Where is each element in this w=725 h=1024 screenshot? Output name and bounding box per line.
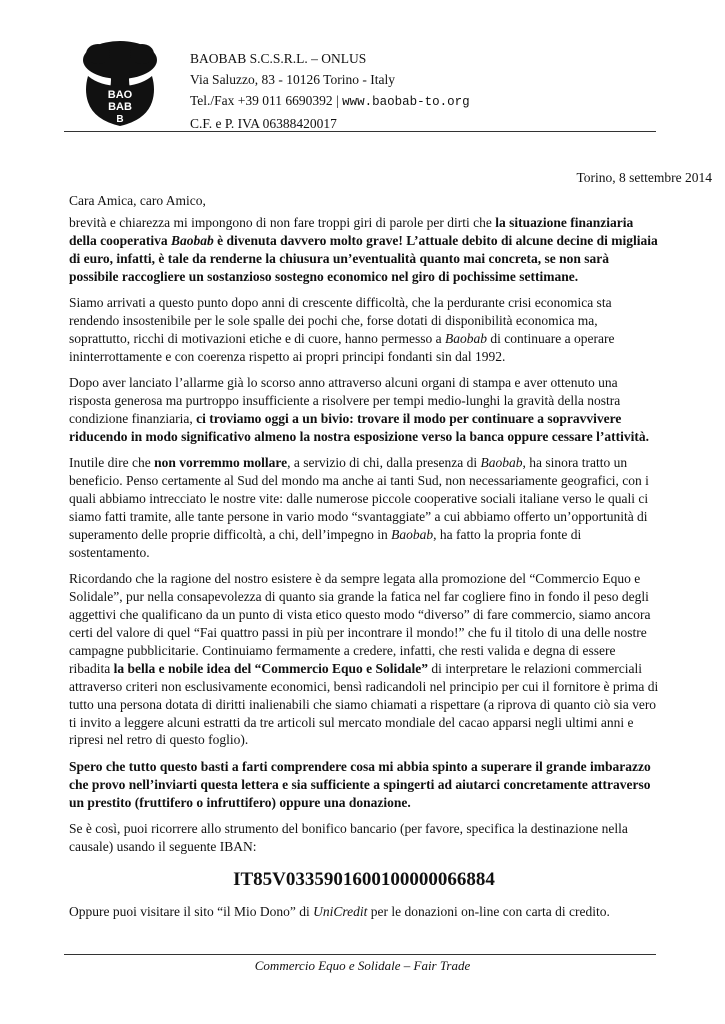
- paragraph-6: [69, 758, 659, 812]
- text-run: Siamo arrivati a questo punto dopo anni di crescente difficoltà, che la perdurante crisi economica sta rendendo insostenibile per le sole spalle dei pochi che, forse dotati di disponibilità economica ma, soprattutto, ricchi di motivazioni etiche e di cuore, hanno permesso a: [69, 295, 612, 346]
- footer-divider: [64, 954, 656, 955]
- text-run: Oppure puoi visitare il sito “il Mio Dono” di: [69, 903, 314, 919]
- letter-body: [69, 214, 659, 929]
- paragraph-5: [69, 570, 659, 749]
- baobab-tree-logo: [80, 40, 160, 128]
- text-run-bold: la situazione finanziaria della cooperativa: [69, 215, 634, 248]
- company-phone: Tel./Fax +39 011 6690392 |: [190, 93, 343, 108]
- text-run-bold: la bella e nobile idea del “Commercio Equo e Solidale”: [113, 660, 428, 676]
- text-run: brevità e chiarezza mi impongono di non fare troppi giri di parole per dirti che: [69, 215, 496, 230]
- paragraph-7: Se è così, puoi ricorrere allo strumento del bonifico bancario (per favore, specifica la destinazione nella causale) usando il seguente IBAN:: [69, 821, 628, 854]
- header-divider: [64, 131, 656, 132]
- text-run-italic: Baobab: [445, 330, 488, 346]
- company-website-link[interactable]: www.baobab-to.org: [342, 95, 470, 109]
- logo-letters-3: B: [116, 114, 124, 125]
- text-run: , ha sinora tratto un beneficio. Penso certamente al Sud del mondo ma anche ai tanti Sud, non necessariamente geografici, con i quali abbiamo intrecciato le nostre vite: dalle numerose piccole cooperative sociali italiane verso le quali ci siamo fatti tramite, alle tante persone in vario modo “svantaggiate” a cui abbiamo offerto un’opportunità di superamento delle proprie difficoltà, a chi, dell’impegno in: [69, 455, 649, 542]
- text-run-bold: non vorremmo mollare: [154, 455, 288, 471]
- text-run-bold-italic: Baobab: [170, 232, 214, 248]
- text-run-bold: Spero che tutto questo basti a farti comprendere cosa mi abbia spinto a superare il grande imbarazzo che provo nell’inviarti questa lettera e sia sufficiente a spingerti ad aiutarci concretamente attraverso un prestito (fruttifero o infruttifero) oppure una donazione.: [69, 758, 651, 810]
- footer-tagline: Commercio Equo e Solidale – Fair Trade: [254, 958, 471, 973]
- company-contacts: [190, 90, 470, 113]
- text-run: Dopo aver lanciato l’allarme già lo scorso anno attraverso alcuni organi di stampa e aver ottenuto una risposta generosa ma purtroppo insufficiente a risolvere per tempi medio-lunghi la gravità della nostra condizione finanziaria,: [69, 375, 621, 427]
- paragraph-8: [69, 903, 659, 921]
- letterhead: [80, 40, 700, 130]
- text-run: , a servizio di chi, dalla presenza di: [287, 455, 481, 471]
- text-run-italic: Baobab: [391, 527, 434, 542]
- text-run-bold: è divenuta davvero molto grave! L’attuale debito di alcune decine di migliaia di euro, infatti, è tale da renderne la chiusura un’eventualità quanto mai concreta, se non sarà possibile raccogliere un sostanzioso sostegno economico nel giro di pochissime settimane.: [69, 232, 658, 284]
- company-info: [190, 48, 470, 134]
- text-run: di continuare a operare ininterrottamente e con coerenza rispetto ai propri principi fondanti sin dal 1992.: [69, 330, 615, 364]
- paragraph-1: [69, 214, 659, 286]
- text-run-italic: UniCredit: [313, 903, 368, 919]
- text-run: di interpretare le relazioni commerciali attraverso criteri non esclusivamente economici, bensì radicandoli nel principio per cui il fornitore è prima di tutto una persona dotata di diritti inalienabili che siamo chiamati a rispettare (a riprova di quanto ciò sia vero ti invito a leggere alcuni estratti da tre articoli sul mercato mondiale del cacao apparsi negli ultimi anni e ripresi nel retro di questo foglio).: [69, 660, 659, 748]
- text-run: per le donazioni on-line con carta di credito.: [367, 903, 610, 919]
- company-tax-id: C.F. e P. IVA 06388420017: [190, 116, 337, 131]
- company-address: Via Saluzzo, 83 - 10126 Torino - Italy: [190, 72, 395, 87]
- logo-letters-2: BAB: [108, 101, 132, 113]
- paragraph-3: [69, 374, 659, 446]
- paragraph-2: [69, 294, 659, 366]
- logo-letters-1: BAO: [107, 89, 133, 101]
- text-run: Inutile dire che: [69, 455, 155, 471]
- text-run: Ricordando che la ragione del nostro esistere è da sempre legata alla promozione del “Commercio Equo e Solidale”, pur nella consapevolezza di quanto sia grande la fatica nel far cogliere fino in fondo il peso degli aggettivi che qualificano da un punto di vista etico questo modo “diverso” di fare commercio, siamo ancora certi del valore di quel “Fai quattro passi in più per incontrare il mondo!” che fu il titolo di una delle nostre campagne pubblicitarie. Continuiamo fermamente a credere, infatti, che resti valida e degna di essere ribadita: [69, 571, 651, 676]
- text-run-italic: Baobab: [480, 455, 523, 471]
- salutation: Cara Amica, caro Amico,: [69, 193, 206, 208]
- letter-date: Torino, 8 settembre 2014: [576, 170, 712, 185]
- paragraph-4: [69, 454, 659, 561]
- iban-code: IT85V0335901600100000066884: [233, 868, 495, 890]
- company-name: BAOBAB S.C.S.R.L. – ONLUS: [190, 51, 367, 66]
- text-run: , ha fatto la propria fonte di sostentamento.: [69, 527, 582, 560]
- text-run-bold: ci troviamo oggi a un bivio: trovare il modo per continuare a sopravvivere riducendo in modo significativo almeno la nostra esposizione verso la banca oppure cessare l’attività.: [69, 411, 649, 444]
